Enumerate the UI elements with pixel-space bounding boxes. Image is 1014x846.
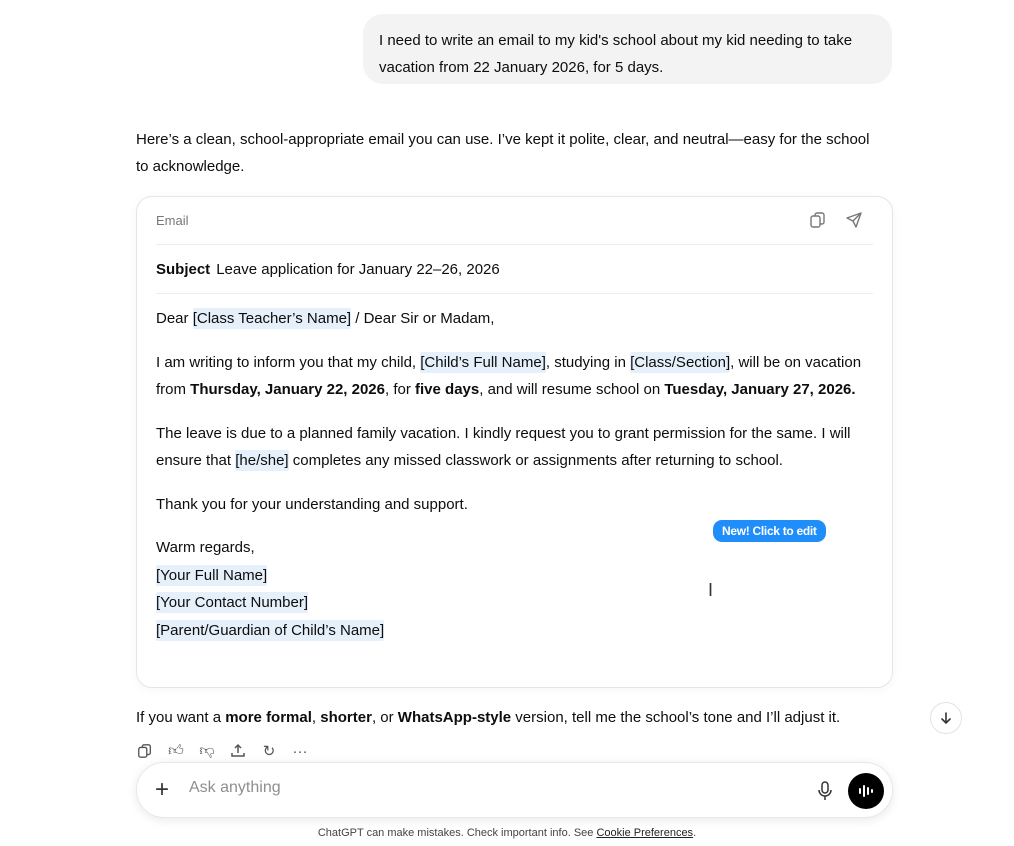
paragraph-3: Thank you for your understanding and support. (156, 495, 468, 513)
microphone-icon[interactable] (817, 780, 833, 802)
disclaimer-text: ChatGPT can make mistakes. Check important info. See (317, 827, 597, 839)
text: , and will resume school on (479, 381, 665, 398)
text: version, tell me the school’s tone and I’ll adjust it. (511, 709, 841, 726)
assistant-outro (136, 704, 840, 731)
paragraph-2 (156, 420, 873, 475)
disclaimer (0, 827, 1014, 839)
text: , studying in (545, 353, 631, 371)
cookie-preferences-link[interactable]: Cookie Preferences (596, 827, 694, 839)
placeholder-guardian: [Parent/Guardian of Child’s Name] (156, 621, 385, 639)
subject-label: Subject (156, 261, 211, 278)
text: / Dear Sir or Madam, (351, 310, 495, 327)
copy-icon[interactable] (809, 211, 829, 231)
text: , for (385, 381, 416, 398)
placeholder-teacher-name: [Class Teacher’s Name] (192, 310, 352, 327)
text: more formal (225, 709, 312, 726)
signature (156, 534, 873, 644)
send-icon[interactable] (845, 211, 865, 231)
closing: Warm regards, (156, 539, 255, 556)
thumbs-down-icon[interactable]: 👎︎ (199, 742, 215, 759)
text: , or (371, 709, 398, 726)
email-label: Email (156, 213, 189, 228)
subject-text: Leave application for January 22–26, 2026 (216, 261, 500, 278)
plus-icon[interactable]: + (155, 776, 170, 803)
text: , will be on vacation from (156, 353, 862, 398)
resume-date: Tuesday, January 27, 2026. (664, 381, 856, 398)
more-icon[interactable]: ··· (292, 742, 308, 760)
user-message: I need to write an email to my kid's school about my kid needing to take vacation from 22 January 2026, for 5 days. (363, 14, 892, 84)
arrow-down-icon (939, 711, 953, 725)
text: . (693, 827, 697, 839)
duration: five days (415, 381, 480, 398)
text: , (311, 709, 321, 726)
placeholder-contact: [Your Contact Number] (156, 594, 309, 611)
scroll-down-button[interactable] (930, 702, 962, 734)
composer (136, 762, 893, 818)
email-body[interactable] (156, 305, 873, 644)
voice-mode-button[interactable] (848, 773, 884, 809)
text: If you want a (136, 709, 226, 726)
placeholder-pronoun: [he/she] (235, 452, 289, 469)
message-actions (136, 741, 309, 761)
text: completes any missed classwork or assignments after returning to school. (288, 452, 783, 469)
greeting (156, 305, 873, 333)
assistant-intro: Here’s a clean, school-appropriate email you can use. I’ve kept it polite, clear, and neutral—easy for the school to acknowledge. (136, 131, 870, 175)
text: The leave is due to a planned family vacation. I kindly request you to grant permission for the same. I will ensure that (156, 424, 851, 469)
new-click-to-edit-badge[interactable]: New! Click to edit (713, 520, 826, 542)
text: WhatsApp-style (397, 709, 512, 726)
message-input[interactable] (189, 779, 789, 797)
email-card (136, 196, 893, 688)
paragraph-1 (156, 349, 873, 404)
text-cursor-icon: I (708, 580, 714, 600)
text: Dear (156, 310, 193, 327)
email-card-header (156, 197, 873, 245)
text: I am writing to inform you that my child, (156, 353, 421, 371)
start-date: Thursday, January 22, 2026 (190, 381, 385, 398)
copy-icon[interactable] (136, 741, 154, 761)
share-icon[interactable] (229, 741, 247, 761)
placeholder-child-name: [Child’s Full Name] (420, 353, 546, 371)
email-subject[interactable] (156, 245, 873, 294)
placeholder-class-section: [Class/Section] (630, 353, 731, 371)
regenerate-icon[interactable]: ↻ (262, 743, 276, 760)
placeholder-full-name: [Your Full Name] (156, 566, 268, 584)
text: shorter (320, 709, 372, 726)
thumbs-up-icon[interactable]: 👍︎ (168, 742, 184, 759)
